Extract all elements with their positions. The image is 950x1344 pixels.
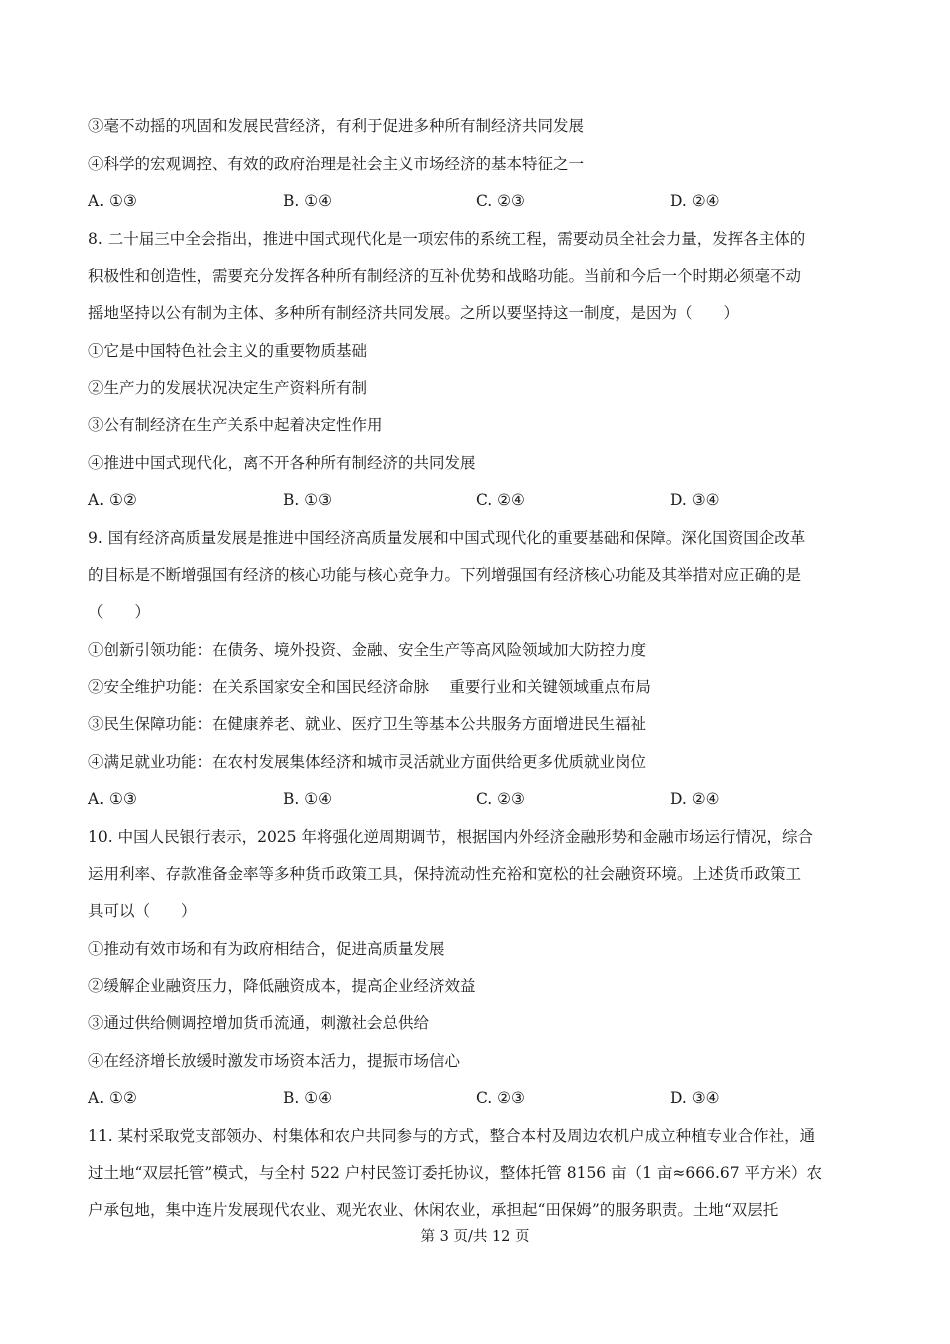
q10-statement-4: ④在经济增长放缓时激发市场资本活力，提振市场信心	[88, 1052, 461, 1070]
q7-option-c[interactable]: C. ②③	[476, 192, 525, 210]
q7-options	[88, 191, 868, 211]
q10-stem-line-3: 具可以（ ）	[88, 902, 197, 920]
q8-option-d[interactable]: D. ③④	[670, 491, 720, 509]
q9-option-a[interactable]: A. ①③	[88, 790, 137, 808]
q11-stem-line-2: 过土地“双层托管”模式，与全村 522 户村民签订委托协议，整体托管 8156 亩（1 亩≈666.67 平方米）农	[88, 1164, 823, 1182]
q9-stem-line-3: （ ）	[88, 603, 151, 621]
q9-statement-3: ③民生保障功能：在健康养老、就业、医疗卫生等基本公共服务方面增进民生福祉	[88, 715, 647, 733]
q8-statement-1: ①它是中国特色社会主义的重要物质基础	[88, 342, 368, 360]
q9-options	[88, 789, 868, 809]
q10-option-b[interactable]: B. ①④	[283, 1089, 333, 1107]
q7-option-d[interactable]: D. ②④	[670, 192, 720, 210]
q10-stem-line-1: 10. 中国人民银行表示，2025 年将强化逆周期调节，根据国内外经济金融形势和金融市场运行情况，综合	[88, 828, 813, 846]
q8-statement-2: ②生产力的发展状况决定生产资料所有制	[88, 379, 368, 397]
q8-statement-3: ③公有制经济在生产关系中起着决定性作用	[88, 416, 383, 434]
q9-statement-2: ②安全维护功能：在关系国家安全和国民经济命脉 重要行业和关键领域重点布局	[88, 678, 651, 696]
q7-option-b[interactable]: B. ①④	[283, 192, 333, 210]
q8-options	[88, 490, 868, 510]
q11-stem-line-1: 11. 某村采取党支部领办、村集体和农户共同参与的方式，整合本村及周边农机户成立种植专业合作社，通	[88, 1127, 816, 1145]
q7-option-a[interactable]: A. ①③	[88, 192, 137, 210]
q10-statement-1: ①推动有效市场和有为政府相结合，促进高质量发展	[88, 940, 445, 958]
q9-statement-4: ④满足就业功能：在农村发展集体经济和城市灵活就业方面供给更多优质就业岗位	[88, 753, 647, 771]
q9-option-c[interactable]: C. ②③	[476, 790, 525, 808]
q8-option-a[interactable]: A. ①②	[88, 491, 137, 509]
q9-option-b[interactable]: B. ①④	[283, 790, 333, 808]
q10-option-d[interactable]: D. ③④	[670, 1089, 720, 1107]
q9-option-d[interactable]: D. ②④	[670, 790, 720, 808]
q10-options	[88, 1088, 868, 1108]
q8-stem-line-1: 8. 二十届三中全会指出，推进中国式现代化是一项宏伟的系统工程，需要动员全社会力量，发挥各主体的	[88, 230, 806, 248]
q7-statement-3: ③毫不动摇的巩固和发展民营经济，有利于促进多种所有制经济共同发展	[88, 117, 585, 135]
q9-stem-line-1: 9. 国有经济高质量发展是推进中国经济高质量发展和中国式现代化的重要基础和保障。深化国资国企改革	[88, 529, 806, 547]
page-number-footer: 第 3 页/共 12 页	[420, 1229, 530, 1245]
q10-option-c[interactable]: C. ②③	[476, 1089, 525, 1107]
q10-option-a[interactable]: A. ①②	[88, 1089, 137, 1107]
q10-stem-line-2: 运用利率、存款准备金率等多种货币政策工具，保持流动性充裕和宽松的社会融资环境。上述货币政策工	[88, 865, 802, 883]
q8-stem-line-3: 摇地坚持以公有制为主体、多种所有制经济共同发展。之所以要坚持这一制度，是因为（ ）	[88, 304, 740, 322]
q8-option-b[interactable]: B. ①③	[283, 491, 333, 509]
q8-statement-4: ④推进中国式现代化，离不开各种所有制经济的共同发展	[88, 454, 476, 472]
q8-stem-line-2: 积极性和创造性，需要充分发挥各种所有制经济的互补优势和战略功能。当前和今后一个时期必须毫不动	[88, 267, 802, 285]
q9-statement-1: ①创新引领功能：在债务、境外投资、金融、安全生产等高风险领域加大防控力度	[88, 641, 647, 659]
q10-statement-2: ②缓解企业融资压力，降低融资成本，提高企业经济效益	[88, 977, 476, 995]
q7-statement-4: ④科学的宏观调控、有效的政府治理是社会主义市场经济的基本特征之一	[88, 155, 585, 173]
q9-stem-line-2: 的目标是不断增强国有经济的核心功能与核心竞争力。下列增强国有经济核心功能及其举措对应正确的是	[88, 566, 802, 584]
q8-option-c[interactable]: C. ②④	[476, 491, 525, 509]
q11-stem-line-3: 户承包地，集中连片发展现代农业、观光农业、休闲农业，承担起“田保姆”的服务职责。土地“双层托	[88, 1201, 779, 1219]
q10-statement-3: ③通过供给侧调控增加货币流通，刺激社会总供给	[88, 1014, 430, 1032]
